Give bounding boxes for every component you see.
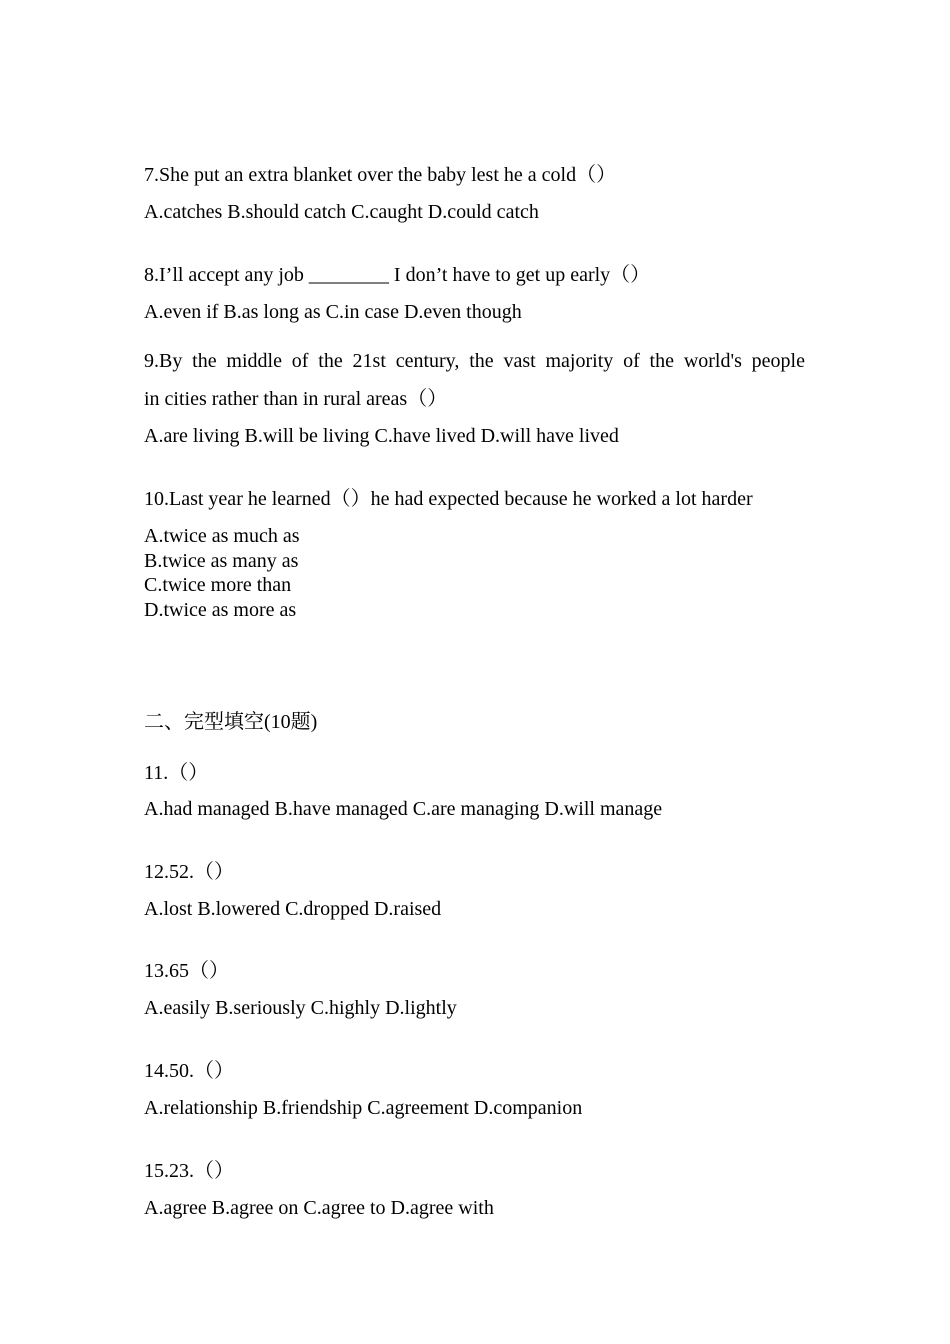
question-14-options: A.relationship B.friendship C.agreement D.companion — [144, 1097, 583, 1119]
question-9-stem-line1: 9.By the middle of the 21st century, the vast majority of the world's people — [144, 350, 805, 372]
question-9-stem-line2: in cities rather than in rural areas（） — [144, 388, 448, 410]
question-12-options: A.lost B.lowered C.dropped D.raised — [144, 898, 442, 920]
question-7-stem: 7.She put an extra blanket over the baby lest he a cold（） — [144, 164, 617, 186]
question-8-stem: 8.I’ll accept any job ________ I don’t have to get up early（） — [144, 264, 651, 286]
question-12-stem: 12.52.（） — [144, 861, 234, 883]
question-10-stem: 10.Last year he learned（）he had expected because he worked a lot harder — [144, 488, 753, 510]
question-11-options: A.had managed B.have managed C.are managing D.will manage — [144, 798, 663, 820]
question-13-stem: 13.65（） — [144, 960, 229, 982]
question-10-option-c: C.twice more than — [144, 574, 292, 596]
question-10-option-d: D.twice as more as — [144, 599, 297, 621]
question-9-options: A.are living B.will be living C.have lived D.will have lived — [144, 425, 619, 447]
question-10-option-b: B.twice as many as — [144, 550, 299, 572]
question-10-option-a: A.twice as much as — [144, 525, 300, 547]
question-11-stem: 11.（） — [144, 762, 209, 784]
question-7-options: A.catches B.should catch C.caught D.could catch — [144, 201, 539, 223]
question-15-options: A.agree B.agree on C.agree to D.agree with — [144, 1197, 494, 1219]
question-15-stem: 15.23.（） — [144, 1160, 234, 1182]
question-13-options: A.easily B.seriously C.highly D.lightly — [144, 997, 457, 1019]
question-14-stem: 14.50.（） — [144, 1060, 234, 1082]
section-2-heading: 二、完型填空(10题) — [144, 711, 318, 733]
question-8-options: A.even if B.as long as C.in case D.even though — [144, 301, 522, 323]
